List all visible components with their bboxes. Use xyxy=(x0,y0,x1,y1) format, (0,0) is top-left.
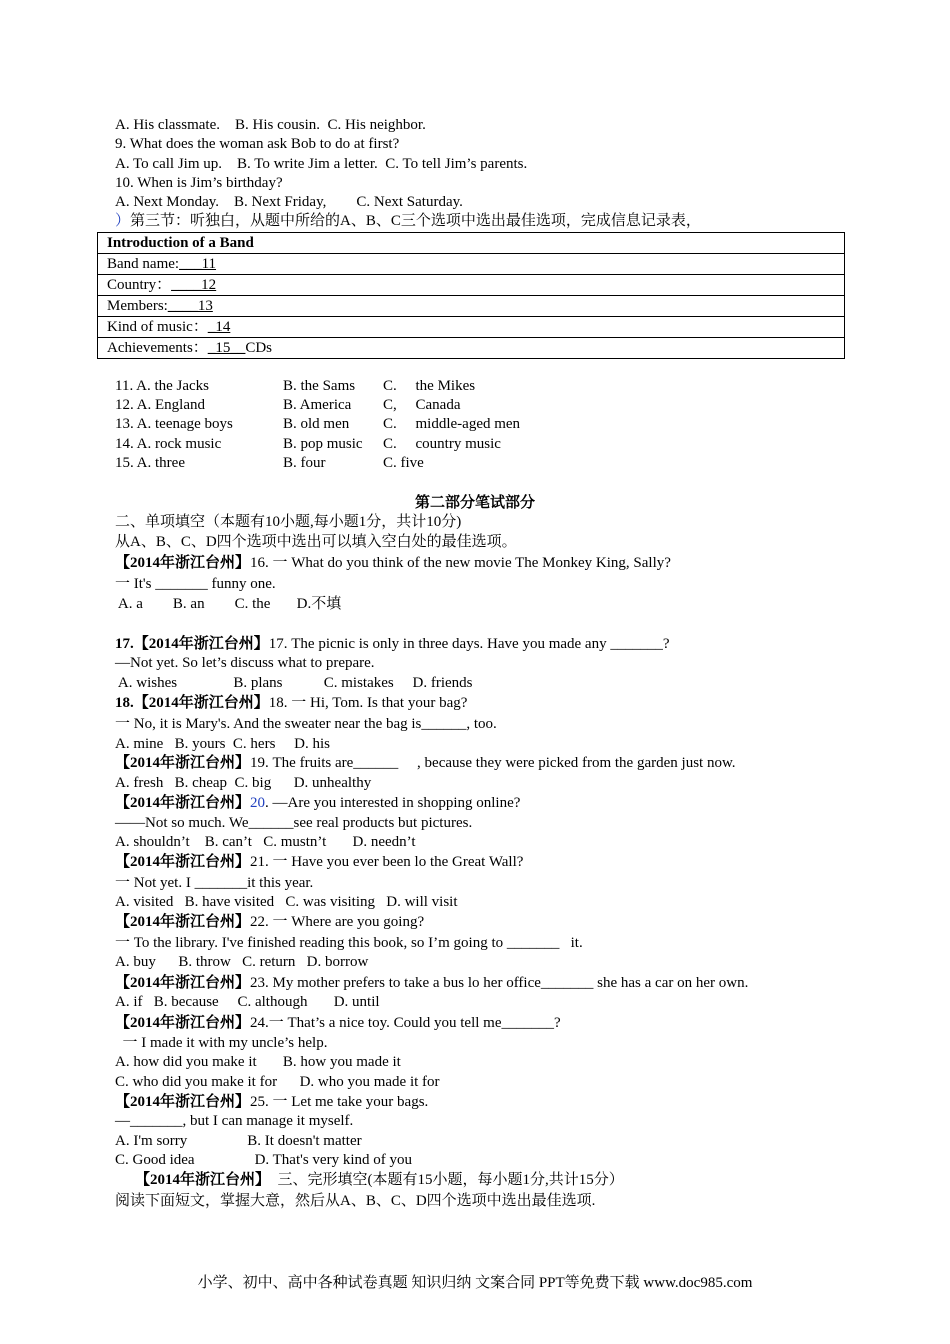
question-number: 20 xyxy=(250,795,266,811)
row-label: Band name: xyxy=(107,256,180,272)
table-row xyxy=(98,296,845,317)
q17-options: A. wishes B. plans C. mistakes D. friends xyxy=(115,675,473,691)
table-row xyxy=(98,275,845,296)
source-tag: 【2014年浙江台州】 xyxy=(115,755,251,771)
source-tag: 【2014年浙江台州】 xyxy=(115,854,251,870)
question-text: 25. 一 Let me take your bags. xyxy=(250,1094,429,1110)
achievements-cell xyxy=(98,338,845,359)
q9-options: A. To call Jim up. B. To write Jim a letter. C. To tell Jim’s parents. xyxy=(115,156,528,172)
row-label: Members: xyxy=(107,298,168,314)
band-option-a: 12. A. England xyxy=(115,397,205,413)
q10-options: A. Next Monday. B. Next Friday, C. Next Saturday. xyxy=(115,194,463,210)
source-tag: 【2014年浙江台州】 xyxy=(133,695,269,711)
band-option-a: 11. A. the Jacks xyxy=(115,378,210,394)
question-text: . —Are you interested in shopping online? xyxy=(265,795,521,811)
band-table-title: Introduction of a Band xyxy=(98,233,845,254)
band-option-a: 14. A. rock music xyxy=(115,436,222,452)
q25-options-ab: A. I'm sorry B. It doesn't matter xyxy=(115,1133,362,1149)
q22-stem xyxy=(115,913,424,932)
question-text: 24.一 That’s a nice toy. Could you tell me_______? xyxy=(250,1015,561,1031)
band-option-b: B. old men xyxy=(283,416,350,432)
table-row xyxy=(98,254,845,275)
source-tag: 【2014年浙江台州】 xyxy=(115,914,251,930)
row-blank: ___11 xyxy=(179,256,217,272)
section3-instruction xyxy=(115,212,701,231)
table-row xyxy=(98,233,845,254)
q19-options: A. fresh B. cheap C. big D. unhealthy xyxy=(115,775,372,791)
members-cell xyxy=(98,296,845,317)
question-text: 19. The fruits are______ , because they were picked from the garden just now. xyxy=(250,755,736,771)
q24-reply: 一 I made it with my uncle’s help. xyxy=(115,1035,328,1051)
q21-stem xyxy=(115,853,523,872)
q16-options: A. a B. an C. the D.不填 xyxy=(115,596,342,612)
band-option-b: B. pop music xyxy=(283,436,363,452)
section3-instruction-text: 第三节：听独白，从题中所给的A、B、C三个选项中选出最佳选项，完成信息记录表， xyxy=(130,213,701,229)
q17-stem xyxy=(115,635,670,654)
question-text: 23. My mother prefers to take a bus lo her office_______ she has a car on her own. xyxy=(250,975,749,991)
source-tag: 【2014年浙江台州】 xyxy=(115,555,251,571)
q25-stem xyxy=(115,1093,428,1112)
q21-options: A. visited B. have visited C. was visiting D. will visit xyxy=(115,894,458,910)
q22-options: A. buy B. throw C. return D. borrow xyxy=(115,954,369,970)
question-text: 17. The picnic is only in three days. Have you made any _______? xyxy=(268,636,670,652)
band-option-c: C. middle-aged men xyxy=(383,416,521,432)
table-row xyxy=(98,317,845,338)
q17-reply: —Not yet. So let’s discuss what to prepare. xyxy=(115,655,375,671)
question-number: 18. xyxy=(115,695,134,711)
question-text: 21. 一 Have you ever been lo the Great Wall? xyxy=(250,854,524,870)
source-tag: 【2014年浙江台州】 xyxy=(115,1015,251,1031)
row-label: Kind of music： xyxy=(107,319,208,335)
source-tag: 【2014年浙江台州】 xyxy=(135,1172,271,1188)
band-option-c: C. the Mikes xyxy=(383,378,476,394)
country-cell xyxy=(98,275,845,296)
row-suffix: CDs xyxy=(245,340,272,356)
q25-options-cd: C. Good idea D. That's very kind of you xyxy=(115,1152,412,1168)
band-option-a: 13. A. teenage boys xyxy=(115,416,233,432)
page-footer: 小学、初中、高中各种试卷真题 知识归纳 文案合同 PPT等免费下载 www.doc985.com xyxy=(197,1275,753,1291)
part2-instruction: 从A、B、C、D四个选项中选出可以填入空白处的最佳选项。 xyxy=(115,534,517,550)
q22-reply: 一 To the library. I've finished reading this book, so I’m going to _______ it. xyxy=(115,935,583,951)
q25-reply: —_______, but I can manage it myself. xyxy=(115,1113,354,1129)
q20-options: A. shouldn’t B. can’t C. mustn’t D. needn’t xyxy=(115,834,416,850)
q18-reply: 一 No, it is Mary's. And the sweater near the bag is______, too. xyxy=(115,716,497,732)
row-blank: ____13 xyxy=(167,298,213,314)
table-row xyxy=(98,338,845,359)
part3-section: 三、完形填空(本题有15小题，每小题1分,共计15分） xyxy=(270,1172,624,1188)
q24-options-cd: C. who did you make it for D. who you made it for xyxy=(115,1074,440,1090)
kind-of-music-cell xyxy=(98,317,845,338)
question-number: 17. xyxy=(115,636,134,652)
question-text: 18. 一 Hi, Tom. Is that your bag? xyxy=(268,695,468,711)
part2-section-heading: 二、单项填空（本题有10小题,每小题1分，共计10分) xyxy=(115,514,462,530)
q23-options: A. if B. because C. although D. until xyxy=(115,994,380,1010)
row-label: Country： xyxy=(107,277,172,293)
band-option-b: B. America xyxy=(283,397,352,413)
part3-instruction: 阅读下面短文，掌握大意，然后从A、B、C、D四个选项中选出最佳选项. xyxy=(115,1193,596,1209)
band-option-b: B. the Sams xyxy=(283,378,356,394)
q20-reply: ——Not so much. We______see real products but pictures. xyxy=(115,815,473,831)
row-blank: ____12 xyxy=(171,277,217,293)
source-tag: 【2014年浙江台州】 xyxy=(115,795,251,811)
q8-options: A. His classmate. B. His cousin. C. His neighbor. xyxy=(115,117,426,133)
q16-reply: 一 It's _______ funny one. xyxy=(115,576,276,592)
row-label: Achievements： xyxy=(107,340,208,356)
question-text: 16. 一 What do you think of the new movie The Monkey King, Sally? xyxy=(250,555,671,571)
q18-options: A. mine B. yours C. hers D. his xyxy=(115,736,330,752)
source-tag: 【2014年浙江台州】 xyxy=(133,636,269,652)
band-option-b: B. four xyxy=(283,455,326,471)
q18-stem xyxy=(115,694,467,713)
part3-heading xyxy=(135,1171,624,1190)
band-info-table xyxy=(97,232,845,359)
q24-stem xyxy=(115,1014,561,1033)
band-option-c: C, Canada xyxy=(383,397,461,413)
row-blank: _14 xyxy=(207,319,231,335)
q24-options-ab: A. how did you make it B. how you made it xyxy=(115,1054,401,1070)
source-tag: 【2014年浙江台州】 xyxy=(115,975,251,991)
q16-stem xyxy=(115,554,671,573)
band-option-c: C. five xyxy=(383,455,424,471)
band-option-a: 15. A. three xyxy=(115,455,185,471)
q21-reply: 一 Not yet. I _______it this year. xyxy=(115,875,314,891)
band-name-cell xyxy=(98,254,845,275)
q19-stem xyxy=(115,754,736,773)
q20-stem xyxy=(115,794,520,813)
band-option-c: C. country music xyxy=(383,436,501,452)
row-blank: _15__ xyxy=(207,340,246,356)
q23-stem xyxy=(115,974,748,993)
question-text: 22. 一 Where are you going? xyxy=(250,914,425,930)
part2-title: 第二部分笔试部分 xyxy=(414,495,535,511)
q10-stem: 10. When is Jim’s birthday? xyxy=(115,175,283,191)
section3-marker: ） xyxy=(115,213,131,229)
source-tag: 【2014年浙江台州】 xyxy=(115,1094,251,1110)
q9-stem: 9. What does the woman ask Bob to do at first? xyxy=(115,136,400,152)
